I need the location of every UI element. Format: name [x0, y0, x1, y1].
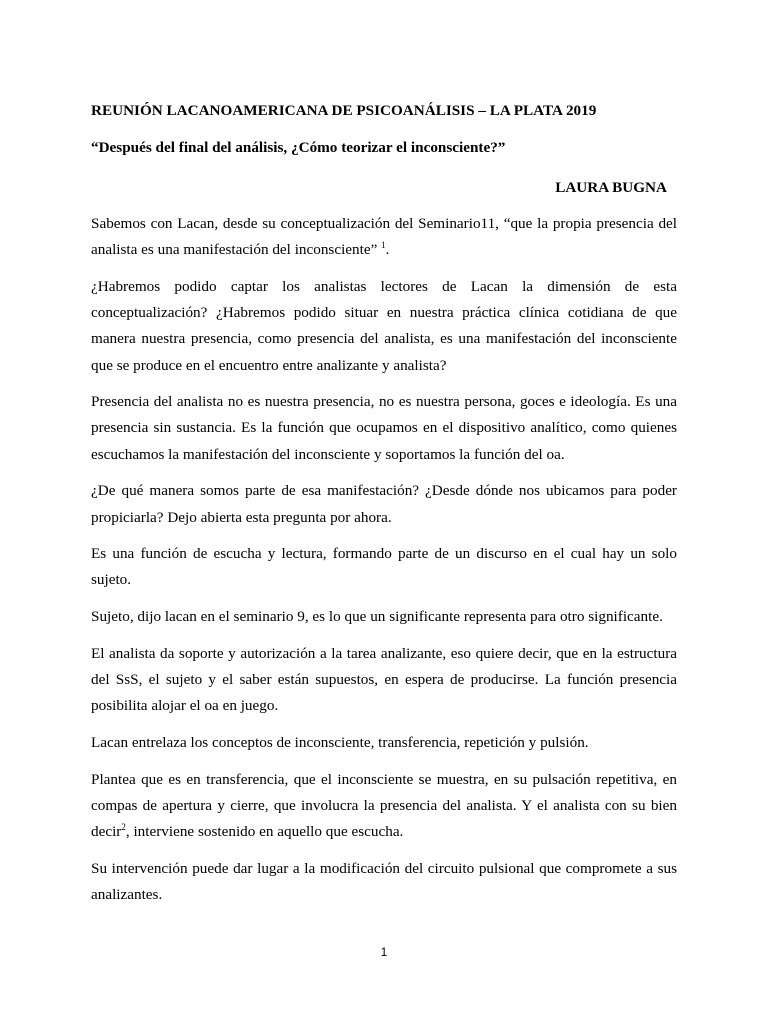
author-name: LAURA BUGNA [555, 179, 667, 196]
page-number: 1 [380, 945, 388, 959]
paragraph-1 [91, 211, 677, 263]
paragraph-text: Plantea que es en transferencia, que el inconsciente se muestra, en su pulsación repetitiva, en compas de apertura y cierre, que involucra la presencia del analista. Y el analista con su bien decir [91, 770, 677, 841]
paragraph-7: El analista da soporte y autorización a la tarea analizante, eso quiere decir, que en la estructura del SsS, el sujeto y el saber están supuestos, en espera de producirse. La función presencia posibilita alojar el oa en juego. [91, 644, 677, 715]
paragraph-tail: , interviene sostenido en aquello que escucha. [125, 823, 404, 841]
paragraph-10: Su intervención puede dar lugar a la modificación del circuito pulsional que compromete a sus analizantes. [91, 859, 677, 903]
paragraph-8: Lacan entrelaza los conceptos de inconsciente, transferencia, repetición y pulsión. [91, 733, 589, 751]
paragraph-5: Es una función de escucha y lectura, formando parte de un discurso en el cual hay un solo sujeto. [91, 545, 677, 589]
paragraph-9 [91, 767, 677, 846]
paragraph-text: Sabemos con Lacan, desde su conceptualización del Seminario11, “que la propia presencia del analista es una manifestación del inconsciente” [91, 215, 677, 259]
footnote-reference-2: 2 [121, 822, 126, 832]
document-subtitle: “Después del final del análisis, ¿Cómo teorizar el inconsciente?” [91, 139, 506, 156]
document-title: REUNIÓN LACANOAMERICANA DE PSICOANÁLISIS – LA PLATA 2019 [91, 102, 597, 119]
paragraph-4: ¿De qué manera somos parte de esa manifestación? ¿Desde dónde nos ubicamos para poder propiciarla? Dejo abierta esta pregunta por ahora. [91, 482, 677, 526]
footnote-reference-1: 1 [381, 240, 386, 251]
paragraph-3: Presencia del analista no es nuestra presencia, no es nuestra persona, goces e ideología. Es una presencia sin sustancia. Es la función que ocupamos en el dispositivo analítico, como quienes escuchamos la manifestación del inconsciente y soportamos la función del oa. [91, 393, 677, 463]
paragraph-6: Sujeto, dijo lacan en el seminario 9, es lo que un significante representa para otro significante. [91, 608, 663, 626]
document-page [91, 0, 677, 1024]
body-text [91, 211, 677, 919]
paragraph-tail: . [385, 241, 390, 259]
paragraph-2: ¿Habremos podido captar los analistas lectores de Lacan la dimensión de esta conceptualización? ¿Habremos podido situar en nuestra práctica clínica cotidiana de que manera nuestra presencia, como presencia del analista, es una manifestación del inconsciente que se produce en el encuentro entre analizante y analista? [91, 277, 677, 374]
